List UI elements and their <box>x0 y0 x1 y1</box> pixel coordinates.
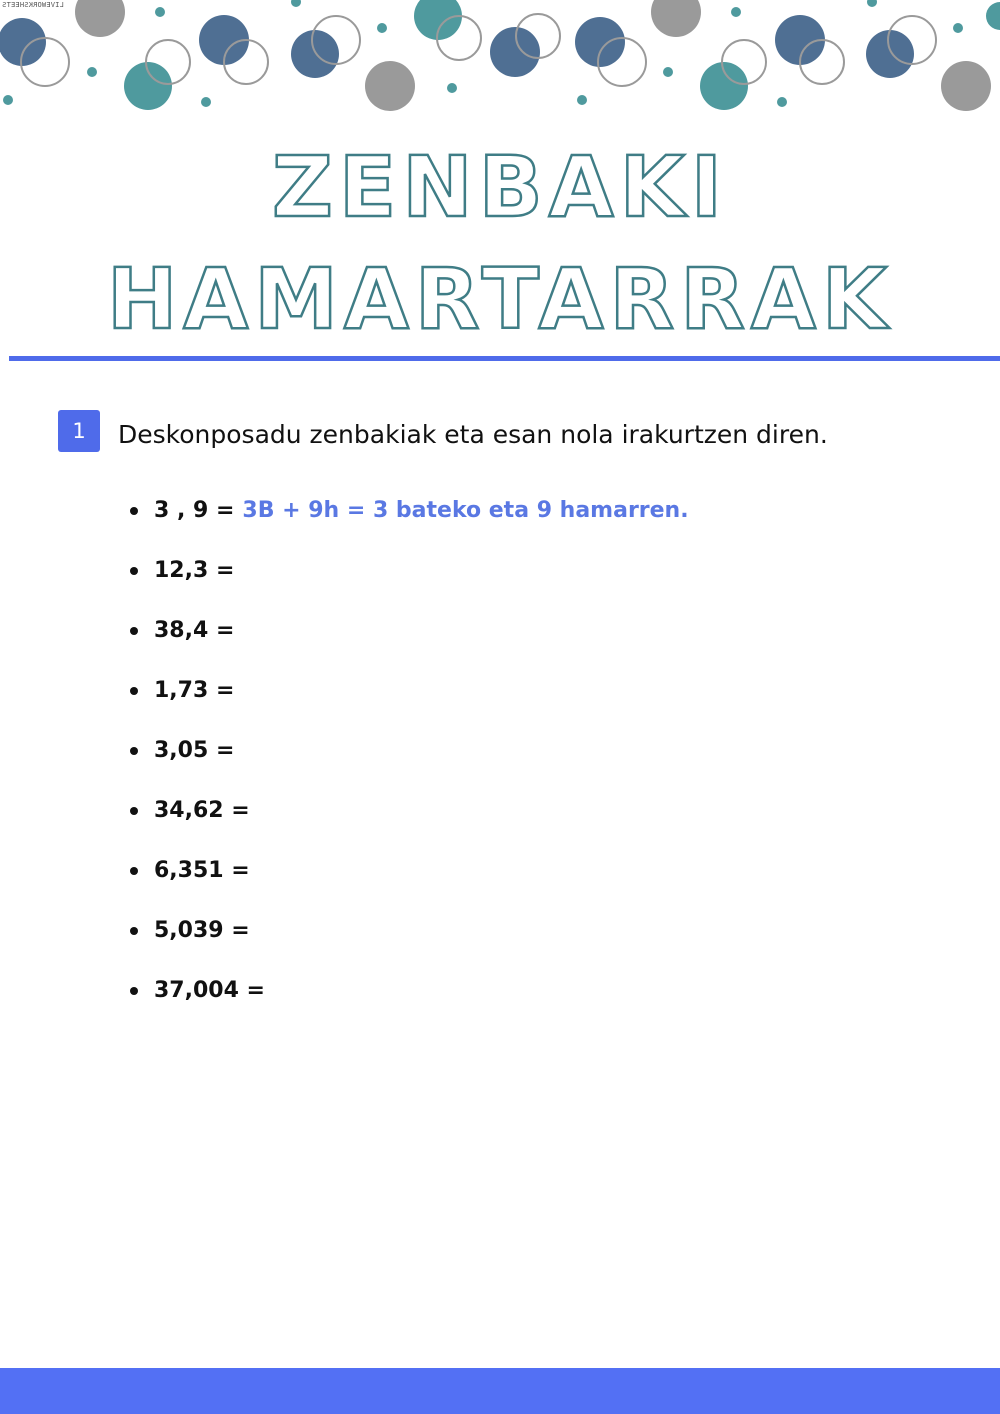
bullet-icon <box>130 927 138 935</box>
list-item <box>130 540 689 600</box>
bullet-icon <box>130 747 138 755</box>
bullet-icon <box>130 567 138 575</box>
exercise-number-badge: 1 <box>58 410 100 452</box>
list-item <box>130 780 689 840</box>
item-expression: 1,73 = <box>154 677 235 703</box>
decorative-dots-header <box>0 0 1000 120</box>
list-item <box>130 900 689 960</box>
item-expression: 3 , 9 = <box>154 497 235 523</box>
bullet-icon <box>130 807 138 815</box>
bullet-icon <box>130 687 138 695</box>
title-divider <box>9 356 1000 361</box>
list-item <box>130 480 689 540</box>
item-expression: 38,4 = <box>154 617 235 643</box>
item-answer[interactable]: 3B + 9h = 3 bateko eta 9 hamarren. <box>242 497 689 523</box>
footer-bar <box>0 1368 1000 1414</box>
list-item <box>130 960 689 1020</box>
bullet-icon <box>130 867 138 875</box>
bullet-icon <box>130 507 138 515</box>
list-item <box>130 720 689 780</box>
page-title-line-1: ZENBAKI <box>272 138 728 236</box>
item-expression: 12,3 = <box>154 557 235 583</box>
list-item <box>130 660 689 720</box>
list-item <box>130 600 689 660</box>
bullet-icon <box>130 987 138 995</box>
item-expression: 34,62 = <box>154 797 250 823</box>
item-expression: 5,039 = <box>154 917 250 943</box>
bullet-icon <box>130 627 138 635</box>
item-expression: 37,004 = <box>154 977 265 1003</box>
item-expression: 6,351 = <box>154 857 250 883</box>
page-title-line-2: HAMARTARRAK <box>106 250 894 348</box>
item-expression: 3,05 = <box>154 737 235 763</box>
watermark-text: LIVEWORKSHEETS <box>2 1 64 9</box>
exercise-instruction: Deskonposadu zenbakiak eta esan nola irakurtzen diren. <box>118 420 828 449</box>
exercise-list <box>130 480 689 1020</box>
list-item <box>130 840 689 900</box>
